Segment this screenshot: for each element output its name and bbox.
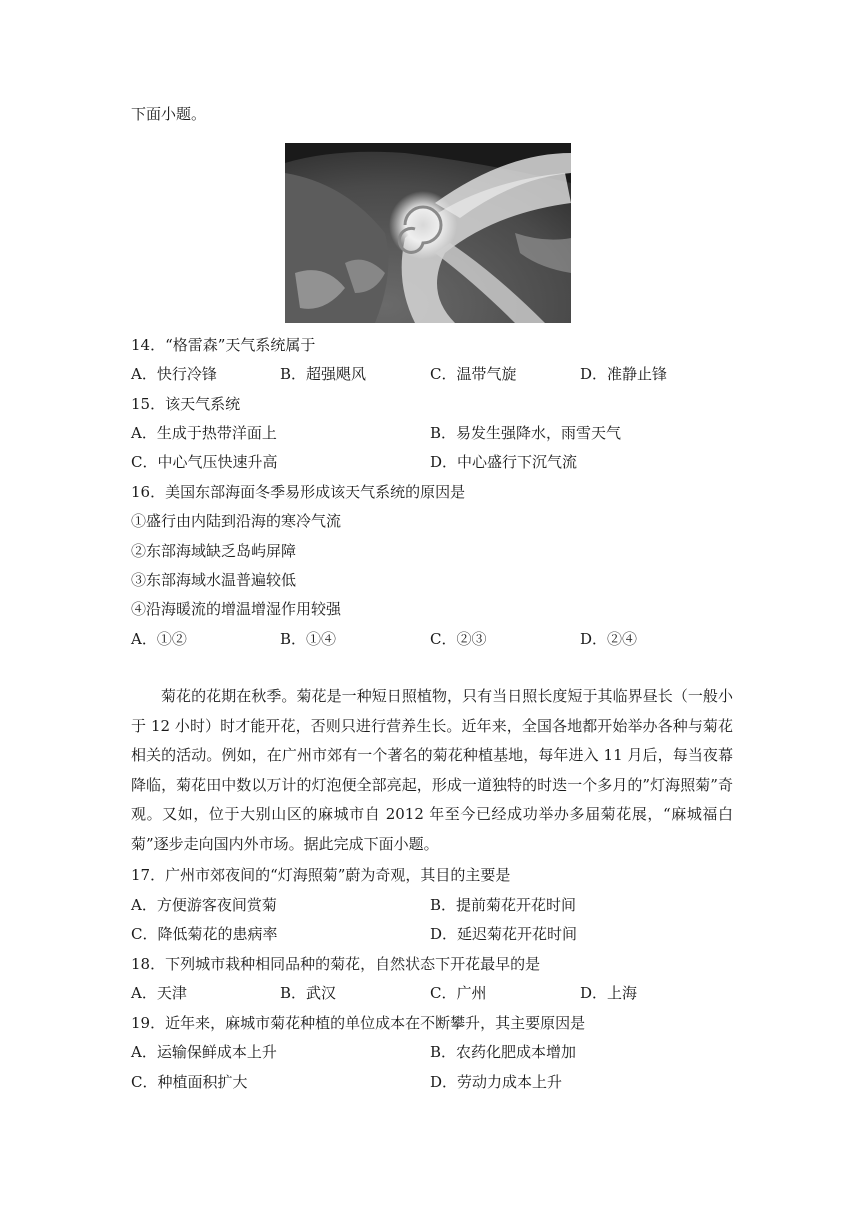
question-15-stem: 15．该天气系统 — [131, 395, 241, 413]
q17-option-a[interactable]: A．方便游客夜间赏菊 — [131, 896, 277, 914]
q15-option-a[interactable]: A．生成于热带洋面上 — [131, 424, 277, 442]
q19-option-b[interactable]: B．农药化肥成本增加 — [430, 1043, 577, 1061]
q16-option-d[interactable]: D．②④ — [580, 630, 638, 648]
q17-option-c[interactable]: C．降低菊花的患病率 — [131, 925, 278, 943]
question-18-stem: 18．下列城市栽种相同品种的菊花，自然状态下开花最早的是 — [131, 955, 541, 973]
q14-option-a[interactable]: A．快行冷锋 — [131, 365, 217, 383]
q18-option-d[interactable]: D．上海 — [580, 984, 638, 1002]
q19-option-d[interactable]: D．劳动力成本上升 — [430, 1073, 563, 1091]
q15-option-d[interactable]: D．中心盛行下沉气流 — [430, 453, 578, 471]
q16-statement-1: ①盛行由内陆到沿海的寒冷气流 — [131, 512, 342, 530]
q18-option-c[interactable]: C．广州 — [430, 984, 487, 1002]
q14-option-c[interactable]: C．温带气旋 — [430, 365, 517, 383]
satellite-cloud-image — [285, 143, 571, 323]
q16-option-a[interactable]: A．①② — [131, 630, 187, 648]
q16-statement-3: ③东部海域水温普遍较低 — [131, 571, 297, 589]
q16-option-c[interactable]: C．②③ — [430, 630, 487, 648]
q14-option-d[interactable]: D．准静止锋 — [580, 365, 668, 383]
intro-tail: 下面小题。 — [131, 105, 207, 123]
q17-option-b[interactable]: B．提前菊花开花时间 — [430, 896, 577, 914]
q19-option-c[interactable]: C．种植面积扩大 — [131, 1073, 248, 1091]
q16-option-b[interactable]: B．①④ — [280, 630, 337, 648]
q19-option-a[interactable]: A．运输保鲜成本上升 — [131, 1043, 277, 1061]
reading-passage: 菊花的花期在秋季。菊花是一种短日照植物，只有当日照长度短于其临界昼长（一般小于 12 小时）时才能开花，否则只进行营养生长。近年来，全国各地都开始举办各种与菊花相关的活动。例如，在广州市郊有一个著名的菊花种植基地，每年进入 11 月后，每当夜幕降临，菊花田中数以万计的灯泡便全部亮起，形成一道独特的时迭一个多月的”灯海照菊”奇观。又如，位于大别山区的麻城市自 2012 年至今已经成功举办多届菊花展，“麻城福白菊”逐步走向国内外市场。据此完成下面小题。 — [131, 687, 733, 853]
q15-option-b[interactable]: B．易发生强降水，雨雪天气 — [430, 424, 622, 442]
q14-option-b[interactable]: B．超强飓风 — [280, 365, 367, 383]
question-17-stem: 17．广州市郊夜间的“灯海照菊”蔚为奇观，其目的主要是 — [131, 866, 511, 884]
question-19-stem: 19．近年来，麻城市菊花种植的单位成本在不断攀升，其主要原因是 — [131, 1014, 586, 1032]
q16-statement-4: ④沿海暖流的增温增湿作用较强 — [131, 600, 342, 618]
q18-option-a[interactable]: A．天津 — [131, 984, 187, 1002]
q16-statement-2: ②东部海域缺乏岛屿屏障 — [131, 542, 297, 560]
q18-option-b[interactable]: B．武汉 — [280, 984, 337, 1002]
question-14-stem: 14．“格雷森”天气系统属于 — [131, 336, 316, 354]
q15-option-c[interactable]: C．中心气压快速升高 — [131, 453, 278, 471]
q17-option-d[interactable]: D．延迟菊花开花时间 — [430, 925, 578, 943]
question-16-stem: 16．美国东部海面冬季易形成该天气系统的原因是 — [131, 483, 466, 501]
